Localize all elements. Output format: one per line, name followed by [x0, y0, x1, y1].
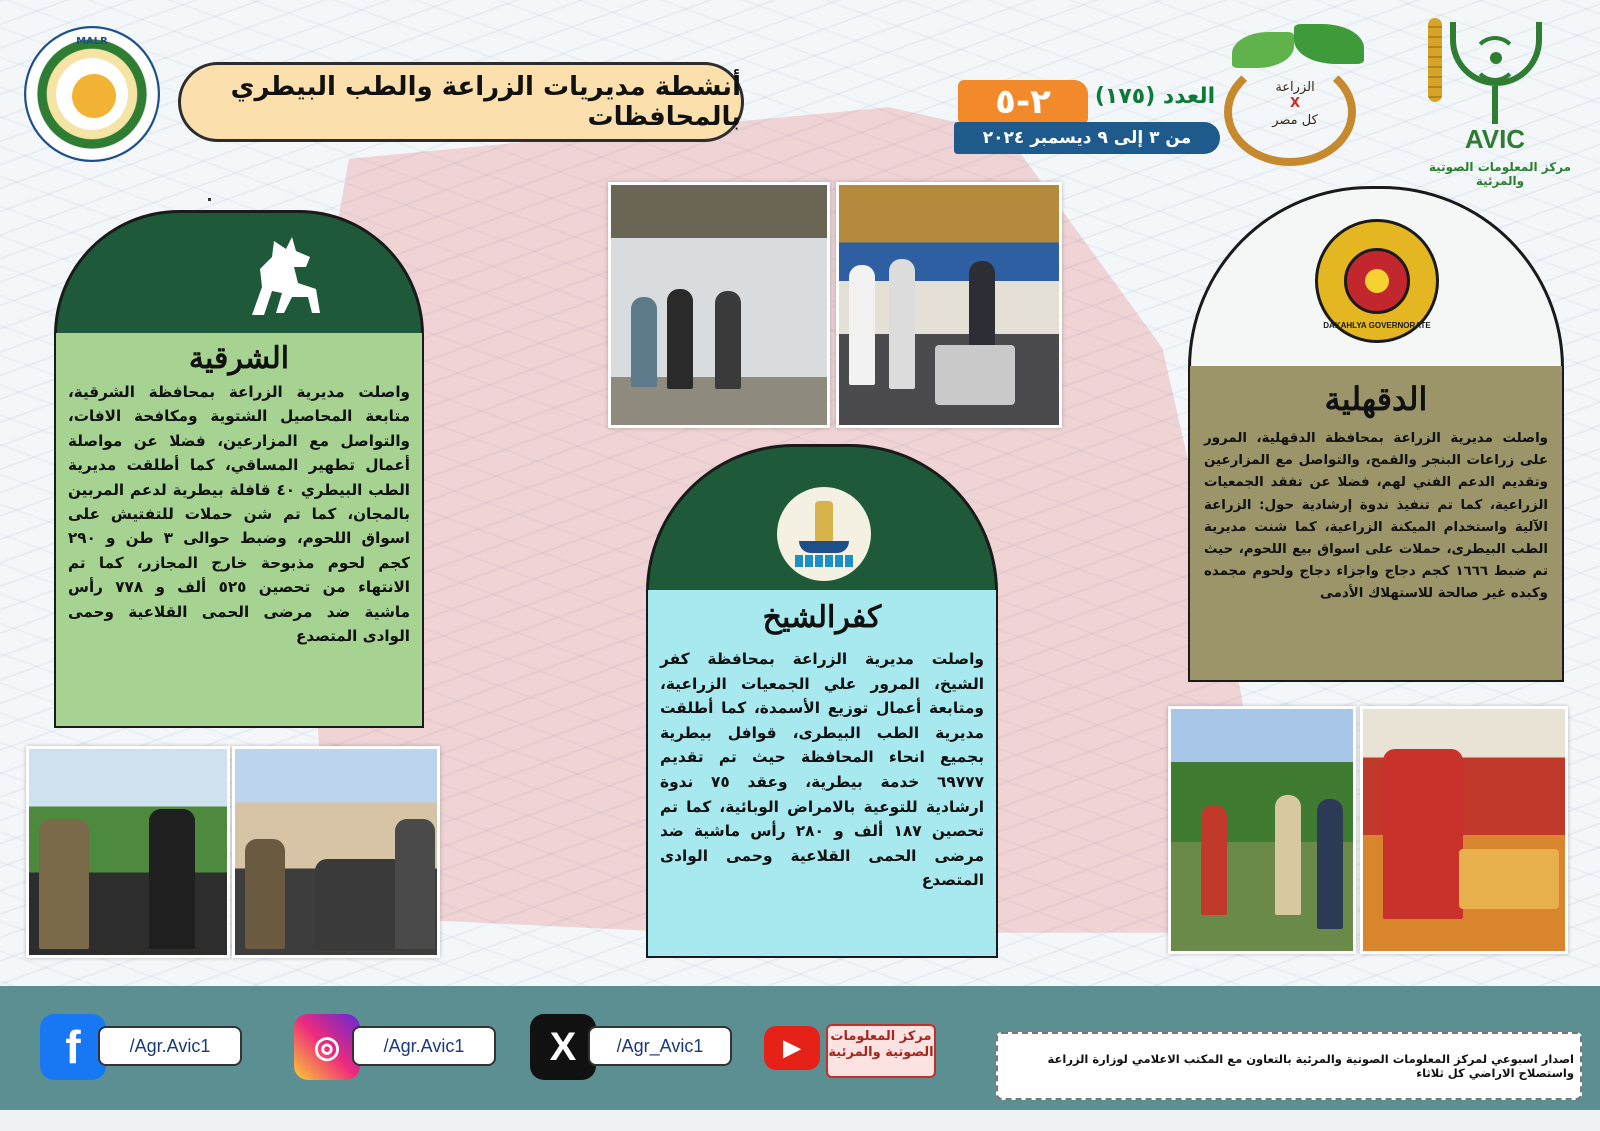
meat-inspection-photo [1360, 706, 1568, 954]
vet-clinic-photo [836, 182, 1062, 428]
person-figure [1201, 805, 1227, 915]
ultrasound-device [935, 345, 1015, 405]
beet-field-photo [1168, 706, 1356, 954]
person-figure [631, 297, 657, 387]
sharqia-card [54, 333, 424, 728]
ministry-logo-text: MALR [76, 36, 108, 47]
facebook-link[interactable] [40, 1010, 262, 1090]
page-title: أنشطة مديريات الزراعة والطب البيطري بالمحافظات [178, 62, 744, 142]
person-figure [149, 809, 195, 949]
signal-dot-icon [1490, 52, 1502, 64]
campaign-logo-text [1252, 80, 1338, 129]
crate-figure [1459, 849, 1559, 909]
dakahlia-title: الدقهلية [1324, 380, 1428, 418]
person-figure [667, 289, 693, 389]
x-icon[interactable]: X [530, 1014, 596, 1080]
livestock-figure [315, 859, 405, 951]
vet-caravan-photo [232, 746, 440, 958]
seal-text: DAKAHLYA GOVERNORATE [1323, 321, 1431, 330]
sharqia-title: الشرقية [188, 341, 290, 376]
lighthouse-icon [815, 501, 833, 543]
person-figure [39, 819, 89, 949]
avic-abbr: AVIC [1464, 124, 1526, 154]
avic-logo [1410, 8, 1590, 188]
field-visit-photo [26, 746, 230, 958]
footer-note: اصدار اسبوعي لمركز المعلومات الصوتية والمرئية بالتعاون مع المكتب الاعلامي لوزارة الزراعة واستصلاح الاراضي كل ثلاثاء [996, 1032, 1582, 1100]
youtube-icon[interactable]: ▶ [764, 1026, 820, 1070]
dakahlia-card [1188, 366, 1564, 682]
campaign-logo [1222, 18, 1374, 168]
kafr-card [646, 590, 998, 958]
person-figure [1317, 799, 1343, 929]
kafr-text: واصلت مديرية الزراعة بمحافظة كفر الشيخ، المرور علي الجمعيات الزراعية، ومتابعة أعمال توزيع الأسمدة، كما أطلقت مديرية الطب البيطرى، قوافل بيطرية بجميع انحاء المحافظة حيث تم تقديم ٦٩٧٧٧ خدمة بيطرية، وعقد ٧٥ ندوة ارشادية للتوعية بالامراض الوبائية، كما تم تحصين ١٨٧ ألف و ٢٨٠ رأس ماشية ضد مرضى الحمى القلاعية وحمى الوادى المتصدع [660, 650, 984, 890]
seal-core [1365, 269, 1389, 293]
issue-badge: ٢-٥ [958, 80, 1088, 124]
instagram-icon[interactable]: ◎ [294, 1014, 360, 1080]
campaign-line-1: الزراعة [1275, 80, 1315, 95]
facebook-icon[interactable]: f [40, 1014, 106, 1080]
leaf-icon [1294, 24, 1364, 64]
kafr-title: كفرالشيخ [762, 600, 882, 635]
kafr-seal-icon [777, 487, 871, 581]
facebook-handle[interactable]: /Agr.Avic1 [98, 1026, 242, 1066]
water-icon [795, 555, 853, 567]
person-figure [395, 819, 435, 949]
avic-name: مركز المعلومات الصوتية والمرئية [1428, 160, 1572, 188]
footer-stripe [0, 1110, 1600, 1131]
person-figure [715, 291, 741, 389]
instagram-handle[interactable]: /Agr.Avic1 [352, 1026, 496, 1066]
campaign-line-2: X [1289, 96, 1301, 112]
dakahlia-text: واصلت مديرية الزراعة بمحافظة الدقهلية، المرور على زراعات البنجر والقمح، والتواصل مع المزارعين وتقديم الدعم الفني لهم، فضلا عن تفقد الجمعيات الزراعية، كما تم تنفيذ ندوة إرشادية حول: الزراعة الآلية واستخدام الميكنة الزراعية، كما شنت مديرية الطب البيطرى، حملات على اسواق بيع اللحوم، حيث تم ضبط ١٦٦٦ كجم دجاج واجزاء دجاج ولحوم مجمده وكبده غير صالحة للاستهلاك الأدمى [1204, 431, 1548, 602]
ministry-logo [24, 26, 160, 162]
issue-number: العدد (١٧٥) [1094, 84, 1216, 109]
person-figure [245, 839, 285, 949]
seal-inner [1344, 248, 1410, 314]
youtube-link[interactable] [764, 1022, 958, 1082]
warehouse-photo [608, 182, 830, 428]
date-range: من ٣ إلى ٩ ديسمبر ٢٠٢٤ [954, 122, 1220, 154]
person-figure [1383, 749, 1463, 919]
youtube-label[interactable]: مركز المعلومات الصوتية والمرئية [826, 1024, 936, 1078]
dakahlia-seal-icon [1315, 219, 1439, 343]
person-figure [889, 259, 915, 389]
x-link[interactable] [530, 1010, 730, 1090]
boat-icon [799, 541, 849, 553]
person-figure [1275, 795, 1301, 915]
campaign-line-3: كل مصر [1272, 112, 1318, 128]
decorative-dot [208, 198, 211, 201]
horse-icon [232, 227, 332, 327]
cup-stem [1492, 86, 1498, 124]
wheat-icon [1428, 18, 1442, 102]
sharqia-text: واصلت مديرية الزراعة بمحافظة الشرقية، متابعة المحاصيل الشتوية ومكافحة الافات، والتواصل مع المزارعين، فضلا عن مواصلة أعمال تطهير المساقي، كما أطلقت مديرية الطب البيطري ٤٠ قافلة بيطرية لدعم المربين بالمجان، كما تم شن حملات للتفتيش على اسواق اللحوم، وضبط حوالى ٣ طن و ٢٩٠ كجم لحوم مذبوحة خارج المجازر، كما تم الانتهاء من تحصين ٥٢٥ ألف و ٧٧٨ رأس ماشية ضد مرضى الحمى القلاعية وحمى الوادى المتصدع [68, 383, 411, 646]
sun-icon [72, 74, 116, 118]
person-figure [849, 265, 875, 385]
instagram-link[interactable] [294, 1010, 504, 1090]
x-handle[interactable]: /Agr_Avic1 [588, 1026, 732, 1066]
